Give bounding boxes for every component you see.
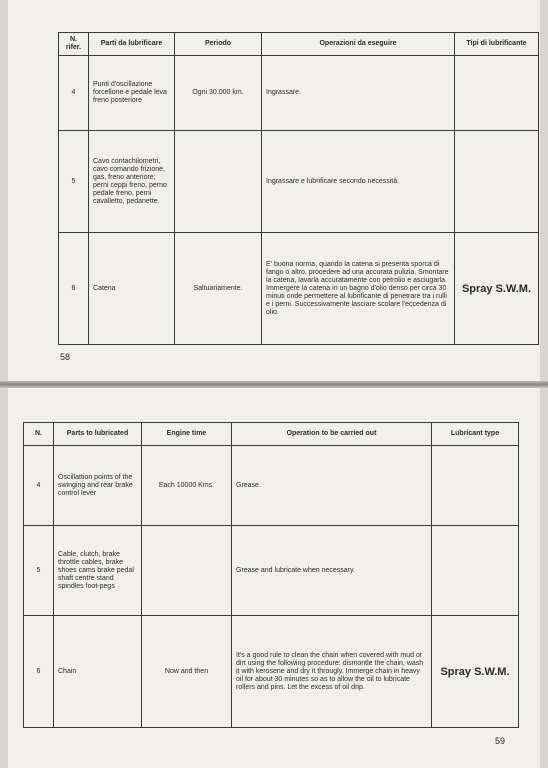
row-period bbox=[142, 526, 232, 616]
row-period: Saltuariamente. bbox=[175, 233, 262, 345]
header-lubricant: Lubricant type bbox=[432, 423, 519, 446]
row-lubricant bbox=[455, 56, 539, 131]
row-parts: Cable, clutch, brake throttle cables, brake shoes cams brake pedal shaft centre stand spindles foot-pegs bbox=[54, 526, 142, 616]
row-operation: E' buona norma, quando la catena si presenta sporca di fango o altro, procedere ad una accurata pulizia. Smontare la catena, lavarla accuratamente con petrolio e asciugarla. Immergere la catena in un bagno d'olio denso per circa 30 minuti onde permettere al lubrificante di penetrare tra i rulli e i perni. Successivamente lasciare scolare l'eccedenza di olio. bbox=[262, 233, 455, 345]
row-num: 6 bbox=[59, 233, 89, 345]
header-operations: Operazioni da eseguire bbox=[262, 33, 455, 56]
header-lubricant: Tipi di lubrificante bbox=[455, 33, 539, 56]
header-num: N. rifer. bbox=[59, 33, 89, 56]
row-lubricant: Spray S.W.M. bbox=[455, 233, 539, 345]
table-header-row bbox=[59, 33, 539, 56]
row-parts: Punti d'oscillazione forcellone e pedale leva freno posteriore bbox=[89, 56, 175, 131]
row-lubricant bbox=[432, 526, 519, 616]
row-num: 4 bbox=[59, 56, 89, 131]
row-period bbox=[175, 131, 262, 233]
row-lubricant bbox=[432, 446, 519, 526]
row-lubricant: Spray S.W.M. bbox=[432, 616, 519, 728]
row-operation: Grease. bbox=[232, 446, 432, 526]
row-period: Ogni 30.000 km. bbox=[175, 56, 262, 131]
table-row bbox=[59, 233, 539, 345]
page-number: 59 bbox=[495, 736, 506, 746]
table-row bbox=[59, 56, 539, 131]
row-lubricant bbox=[455, 131, 539, 233]
header-period: Engine time bbox=[142, 423, 232, 446]
row-parts: Chain bbox=[54, 616, 142, 728]
header-operations: Operation to be carried out bbox=[232, 423, 432, 446]
row-operation: Ingrassare. bbox=[262, 56, 455, 131]
row-operation: Ingrassare e lubrificare secondo necessità. bbox=[262, 131, 455, 233]
table-row bbox=[24, 446, 519, 526]
table-row bbox=[24, 616, 519, 728]
row-period: Now and then bbox=[142, 616, 232, 728]
row-num: 6 bbox=[24, 616, 54, 728]
table-row bbox=[59, 131, 539, 233]
table-header-row bbox=[24, 423, 519, 446]
page-59 bbox=[8, 388, 540, 768]
header-parts: Parts to lubricated bbox=[54, 423, 142, 446]
row-num: 5 bbox=[59, 131, 89, 233]
row-period: Each 10000 Kms. bbox=[142, 446, 232, 526]
row-operation: It's a good rule to clean the chain when covered with mud or dirt using the following procedure: dismontle the chain, wash it with kerosene and dry it througly. Immerge chain in heavy oil for about 30 minutes so as to allow the oil to lubricate rollers and pins. Let the excess of oil drip. bbox=[232, 616, 432, 728]
header-parts: Parti da lubrificare bbox=[89, 33, 175, 56]
row-num: 4 bbox=[24, 446, 54, 526]
book-gutter bbox=[0, 381, 548, 388]
row-num: 5 bbox=[24, 526, 54, 616]
lubrication-table-italian bbox=[58, 32, 539, 345]
table-row bbox=[24, 526, 519, 616]
row-parts: Oscillattion points of the swinging and rear brake control lever bbox=[54, 446, 142, 526]
header-period: Periodo bbox=[175, 33, 262, 56]
page-58 bbox=[8, 0, 540, 381]
lubrication-table-english bbox=[23, 422, 519, 728]
page-number: 58 bbox=[60, 352, 71, 362]
header-num: N. bbox=[24, 423, 54, 446]
row-parts: Cavo contachilometri, cavo comando frizione, gas, freno anteriore; perni ceppi freno, perno pedale freno, perni cavalletto, pedanette. bbox=[89, 131, 175, 233]
row-operation: Grease and lubricate when necessary. bbox=[232, 526, 432, 616]
row-parts: Catena bbox=[89, 233, 175, 345]
